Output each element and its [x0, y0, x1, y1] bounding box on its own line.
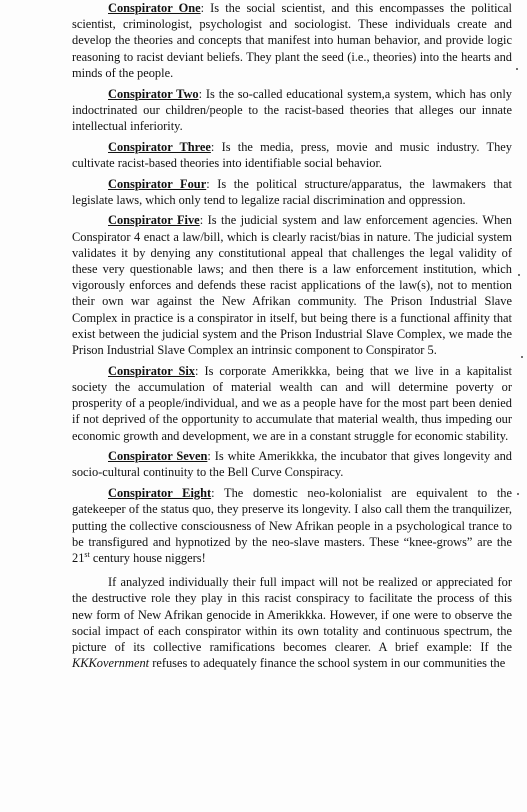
heading-conspirator-five: Conspirator Five — [108, 213, 200, 228]
scan-speck — [516, 68, 518, 70]
paragraph-text: : Is the judicial system and law enforcement agencies. When Conspirator 4 enact a law/bill, which is clearly racist/bias in nature. The judicial system validates it by denying any constitutional appeal that challenges the legal validity of these very questionable laws; and then there is a law enforcement institution, which vigorously enforces and defends these racist applications of the law(s), not to mention their own war against the New Afrikan community. The Prison Industrial Slave Complex in practice is a conspirator in itself, but being there is a functional affinity that exist between the judicial system and the Prison Industrial Slave Complex, we made the Prison Industrial Slave Complex an intrinsic component to Conspirator 5. — [72, 213, 512, 358]
ordinal-suffix: st — [84, 549, 90, 559]
paragraph-text: : Is the so-called educational system,a system, which has only indoctrinated our children/people to the racist-based theories that alleges our innate intellectual inferiority. — [72, 86, 512, 133]
paragraph-conspirator-seven — [72, 448, 512, 480]
scan-speck — [521, 356, 523, 358]
paragraph-conspirator-four — [72, 176, 512, 208]
closing-text: If analyzed individually their full impact will not be realized or appreciated for the destructive role they play in this racist conspiracy to facilitate the process of this new form of New Afrikan genocide in Amerikkka. However, if one were to observe the social impact of each conspirator within its own totality and continuous spectrum, the picture of its collective ramifications becomes clearer. A brief example: If the — [72, 575, 512, 655]
heading-conspirator-three: Conspirator Three — [108, 139, 211, 154]
heading-conspirator-six: Conspirator Six — [108, 363, 196, 378]
paragraph-conspirator-two — [72, 86, 512, 135]
paragraph-text: : Is corporate Amerikkka, being that we live in a kapitalist society the accumulation of material wealth can and will determine poverty or prosperity of a people/individual, and we as a people have for the most part been denied if not deprived of the opportunity to accumulate that material wealth, thus impeding our economic growth and development, we are in a constant struggle for economic stability. — [72, 363, 513, 443]
paragraph-closing — [72, 574, 512, 671]
paragraph-conspirator-eight — [72, 485, 512, 566]
heading-conspirator-eight: Conspirator Eight — [108, 486, 212, 501]
paragraph-text: : Is the political structure/apparatus, the lawmakers that legislate laws, which only tend to legalize racial discrimination and oppression. — [72, 176, 512, 207]
paragraph-conspirator-one — [72, 0, 512, 81]
heading-conspirator-four: Conspirator Four — [108, 176, 207, 191]
paragraph-text: : Is the social scientist, and this encompasses the political scientist, criminologist, psychologist and sociologist. These individuals create and develop the theories and concepts that manifest into human behavior, and provide logic reasoning to racist deviant beliefs. They plant the seed (i.e., theories) into the hearts and minds of the people. — [72, 1, 512, 80]
paragraph-text: : Is the media, press, movie and music industry. They cultivate racist-based theories into identifiable social behavior. — [72, 139, 512, 170]
closing-text-end: refuses to adequately finance the school system in our communities the — [149, 656, 506, 671]
paragraph-conspirator-five — [72, 212, 512, 358]
paragraph-text: : Is white Amerikkka, the incubator that gives longevity and socio-cultural continuity to the Bell Curve Conspiracy. — [72, 449, 512, 480]
paragraph-text-tail: century house niggers! — [89, 551, 206, 565]
heading-conspirator-one: Conspirator One — [108, 1, 201, 15]
paragraph-conspirator-three — [72, 139, 512, 171]
paragraph-conspirator-six — [72, 363, 512, 444]
scan-speck — [517, 493, 519, 495]
heading-conspirator-two: Conspirator Two — [108, 86, 199, 101]
document-body — [72, 0, 512, 676]
closing-italic-term: KKKovernment — [72, 656, 150, 671]
paragraph-text: : The domestic neo-kolonialist are equivalent to the gatekeeper of the status quo, they preserve its longevity. I also call them the tranquilizer, putting the collective consciousness of New Afrikan people in a psychological trance to be transfigured and hypnotized by the neo-slave masters. These “knee-grows” are the 21 — [72, 486, 512, 565]
heading-conspirator-seven: Conspirator Seven — [108, 449, 208, 464]
scan-speck — [518, 274, 520, 276]
